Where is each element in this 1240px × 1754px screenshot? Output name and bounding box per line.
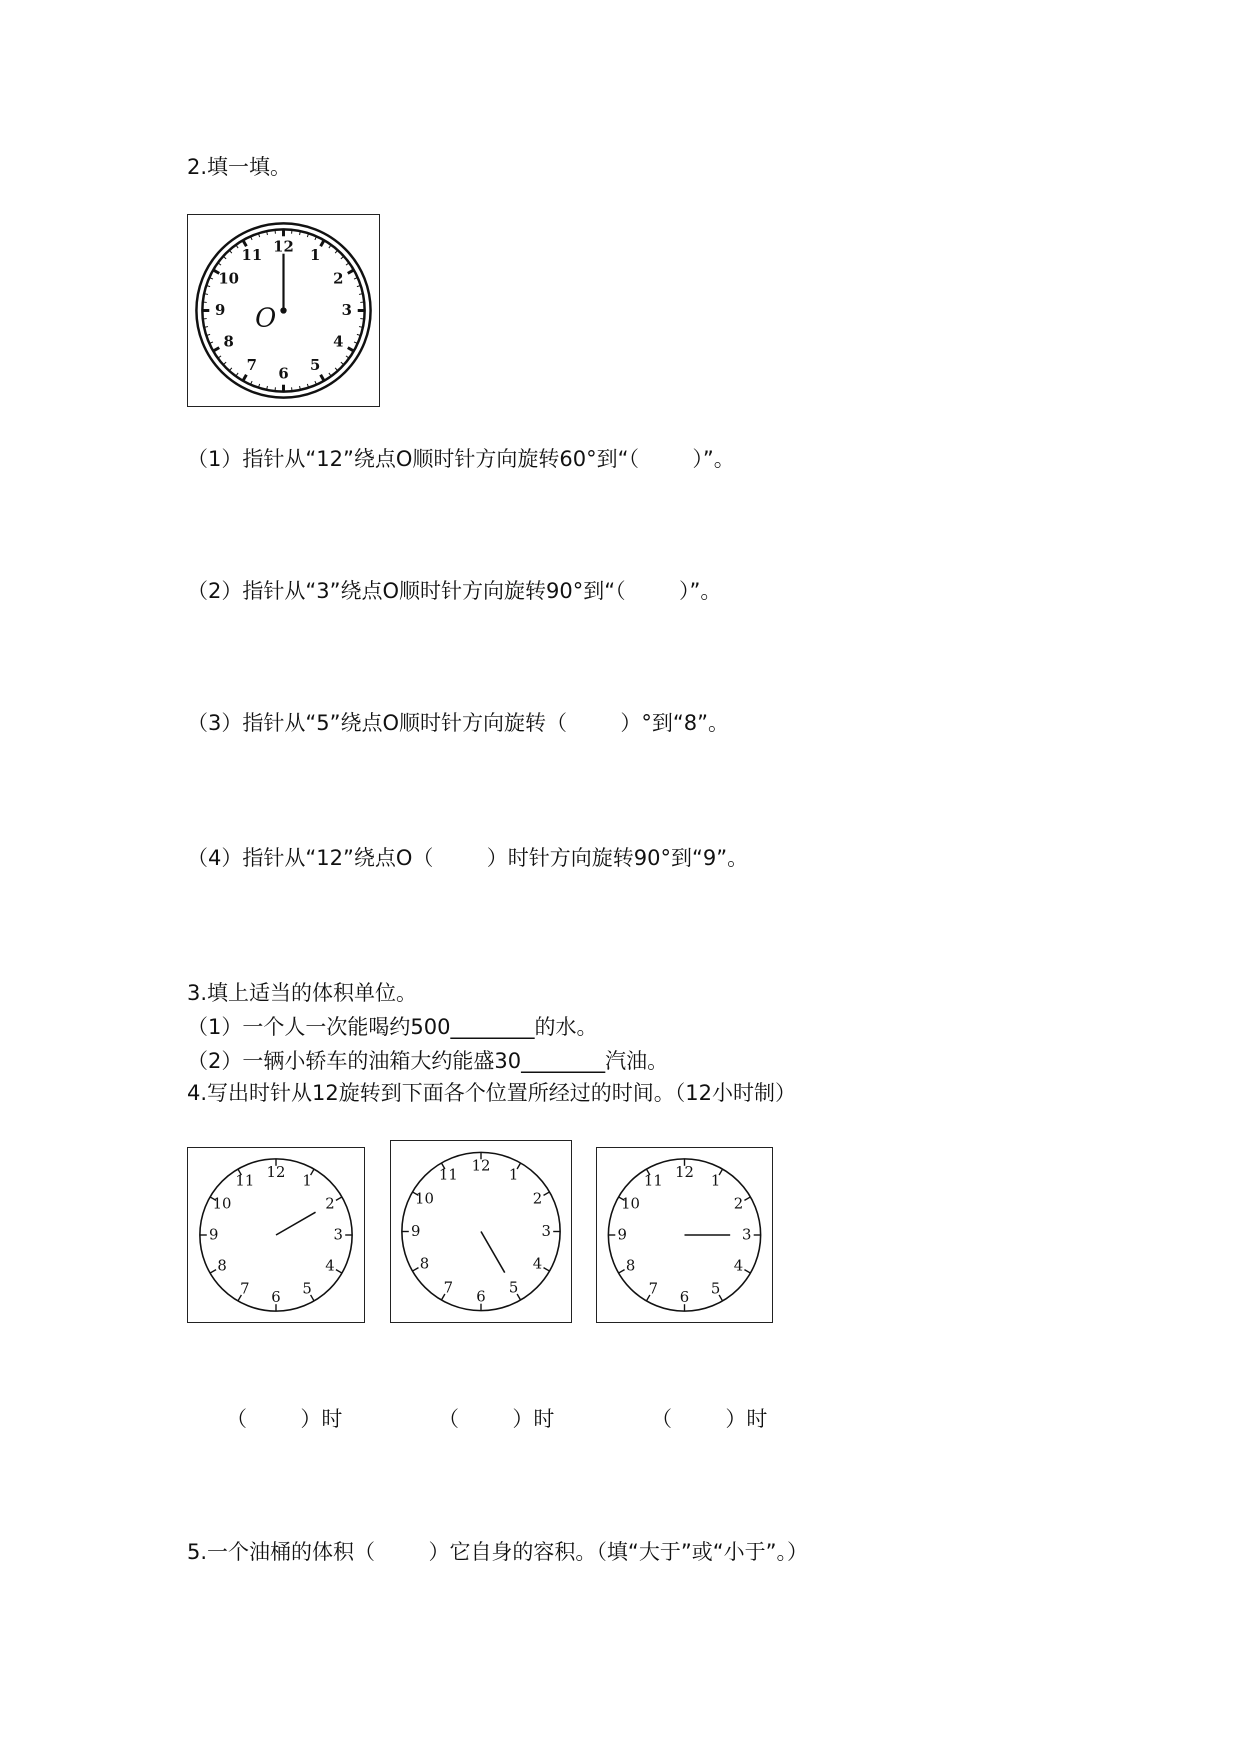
q4-title: 4.写出时针从12旋转到下面各个位置所经过的时间。（12小时制）	[187, 1081, 796, 1105]
clock-number: 9	[411, 1223, 421, 1240]
clock-number: 7	[240, 1280, 250, 1298]
clock-number: 2	[532, 1190, 543, 1208]
clock-number: 4	[325, 1257, 335, 1275]
clock-number: 10	[212, 1195, 232, 1213]
clock-number: 4	[333, 333, 344, 351]
hour-tick	[336, 1270, 342, 1273]
q2-title: 2.填一填。	[187, 155, 292, 179]
clock-number: 3	[333, 1226, 344, 1244]
clock-number: 3	[341, 302, 353, 319]
clock-number: 9	[214, 302, 226, 319]
clock-number: 11	[235, 1172, 255, 1190]
clock-number: 5	[710, 1280, 721, 1298]
clock-number: 12	[675, 1164, 694, 1182]
clock-number: 4	[733, 1257, 744, 1275]
q3-item-1: （1）一个人一次能喝约500________的水。	[187, 1015, 598, 1039]
clock-number: 6	[278, 365, 289, 383]
clock-number: 9	[617, 1226, 627, 1244]
clock-number: 12	[266, 1164, 286, 1182]
clock-number: 5	[310, 356, 321, 374]
hour-tick	[243, 375, 246, 381]
q4-answer-3: （ ）时	[651, 1407, 768, 1431]
clock-number: 6	[476, 1288, 486, 1306]
clock-number: 12	[273, 238, 294, 256]
clock-number: 4	[532, 1255, 543, 1273]
clock-number: 2	[325, 1195, 335, 1213]
q4-answer-1: （ ）时	[226, 1407, 343, 1431]
hour-tick	[619, 1270, 625, 1273]
clock-number: 7	[443, 1279, 454, 1297]
clock-number: 8	[223, 333, 234, 351]
clock-number: 8	[625, 1257, 636, 1275]
clock-face-icon	[188, 215, 379, 406]
hour-tick	[544, 1192, 550, 1195]
hour-tick	[348, 348, 354, 351]
hour-tick	[213, 348, 219, 351]
q3-item-2: （2）一辆小轿车的油箱大约能盛30________汽油。	[187, 1049, 669, 1073]
clock-number: 7	[648, 1280, 659, 1298]
clock-number: 11	[241, 247, 263, 265]
clock-number: 1	[310, 247, 321, 265]
clock-number: 1	[710, 1172, 721, 1190]
q4-clock-1	[187, 1147, 365, 1323]
clock-number: 1	[302, 1172, 312, 1190]
clock-number: 8	[217, 1257, 227, 1275]
hour-tick	[744, 1197, 750, 1200]
q4-clock-2	[390, 1140, 572, 1323]
q2-item-1: （1）指针从“12”绕点O顺时针方向旋转60°到“（ ）”。	[187, 447, 735, 471]
clock-number: 10	[218, 270, 239, 288]
clock-face-icon	[597, 1148, 772, 1322]
clock-number: 5	[508, 1279, 519, 1297]
clock-number: 6	[679, 1288, 690, 1306]
hour-tick	[243, 240, 246, 246]
clock-face-icon	[391, 1141, 571, 1322]
hour-tick	[412, 1268, 418, 1271]
clock-number: 3	[541, 1223, 551, 1240]
hour-tick	[544, 1268, 550, 1271]
clock-number: 10	[621, 1195, 640, 1213]
clock-number: 2	[733, 1195, 744, 1213]
clock-number: 10	[415, 1190, 434, 1208]
hour-tick	[321, 375, 324, 381]
hour-tick	[744, 1270, 750, 1273]
center-label: O	[255, 303, 277, 334]
hour-tick	[348, 270, 354, 273]
q3-title: 3.填上适当的体积单位。	[187, 981, 418, 1005]
hour-tick	[321, 240, 324, 246]
hour-tick	[336, 1197, 342, 1200]
clock-number: 7	[246, 356, 257, 374]
clock-number: 8	[419, 1255, 430, 1273]
q5-text: 5.一个油桶的体积（ ）它自身的容积。（填“大于”或“小于”。）	[187, 1540, 808, 1564]
clock-number: 9	[208, 1226, 219, 1244]
clock-hand	[276, 1212, 316, 1235]
q2-item-3: （3）指针从“5”绕点O顺时针方向旋转（ ）°到“8”。	[187, 711, 730, 735]
clock-number: 12	[471, 1157, 491, 1175]
hour-tick	[210, 1270, 216, 1273]
clock-number: 2	[333, 270, 344, 288]
clock-number: 3	[742, 1226, 752, 1244]
clock-number: 1	[508, 1166, 519, 1184]
clock-number: 6	[271, 1288, 281, 1306]
clock-hand	[481, 1232, 505, 1273]
q2-clock-figure	[187, 214, 380, 407]
clock-number: 11	[643, 1172, 663, 1190]
q2-item-2: （2）指针从“3”绕点O顺时针方向旋转90°到“（ ）”。	[187, 579, 722, 603]
q2-item-4: （4）指针从“12”绕点O（ ）时针方向旋转90°到“9”。	[187, 846, 749, 870]
q4-clock-3	[596, 1147, 773, 1323]
clock-center-dot	[280, 307, 286, 313]
q4-answer-2: （ ）时	[438, 1407, 555, 1431]
clock-number: 11	[438, 1166, 458, 1184]
clock-number: 5	[302, 1280, 312, 1298]
clock-face-icon	[188, 1148, 364, 1322]
